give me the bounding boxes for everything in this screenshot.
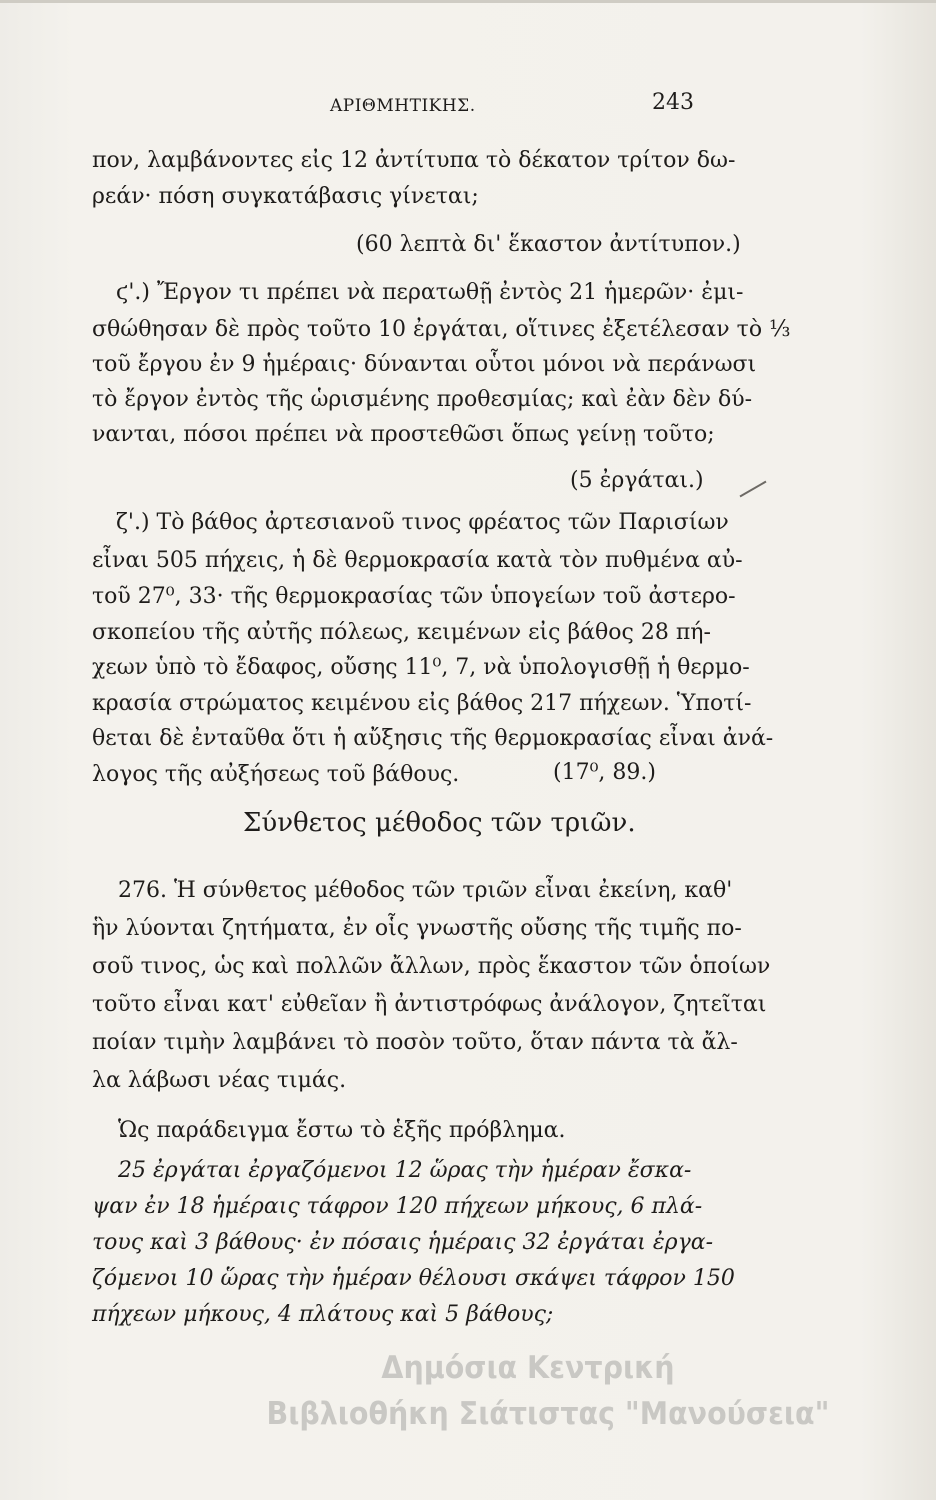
running-title: ΑΡΙΘΜΗΤΙΚΗΣ. xyxy=(330,96,476,116)
text-line: Ὡς παράδειγμα ἔστω τὸ ἑξῆς πρόβλημα. xyxy=(118,1118,566,1143)
text-line: πον, λαμβάνοντες εἰς 12 ἀντίτυπα τὸ δέκατον τρίτον δω- xyxy=(92,148,736,173)
margin-pencil-mark xyxy=(740,481,767,498)
text-line: θεται δὲ ἐνταῦθα ὅτι ἡ αὔξησις τῆς θερμοκρασίας εἶναι ἀνά- xyxy=(92,726,774,751)
text-line: σκοπείου τῆς αὐτῆς πόλεως, κειμένων εἰς βάθος 28 πή- xyxy=(92,620,711,645)
library-watermark-line2: Βιβλιοθήκη Σιάτιστας "Μανούσεια" xyxy=(266,1396,830,1432)
answer-line: (17⁰, 89.) xyxy=(553,760,656,785)
answer-line: (60 λεπτὰ δι' ἕκαστον ἀντίτυπον.) xyxy=(356,232,741,257)
problem-line: τους καὶ 3 βάθους· ἐν πόσαις ἡμέραις 32 ἐργάται ἐργα- xyxy=(92,1230,714,1255)
text-line: νανται, πόσοι πρέπει νὰ προστεθῶσι ὅπως γείνῃ τοῦτο; xyxy=(92,422,715,447)
problem-line: ζόμενοι 10 ὥρας τὴν ἡμέραν θέλουσι σκάψει τάφρον 150 xyxy=(92,1266,735,1291)
text-line: σθώθησαν δὲ πρὸς τοῦτο 10 ἐργάται, οἵτινες ἐξετέλεσαν τὸ ⅓ xyxy=(92,317,791,342)
text-line: κρασία στρώματος κειμένου εἰς βάθος 217 πήχεων. Ὑποτί- xyxy=(92,691,752,716)
text-line: ποίαν τιμὴν λαμβάνει τὸ ποσὸν τοῦτο, ὅταν πάντα τὰ ἄλ- xyxy=(92,1030,738,1055)
text-line: τοῦτο εἶναι κατ' εὐθεῖαν ἢ ἀντιστρόφως ἀνάλογον, ζητεῖται xyxy=(92,992,767,1017)
problem-line: πήχεων μήκους, 4 πλάτους καὶ 5 βάθους; xyxy=(92,1302,554,1327)
library-watermark-line1: Δημόσια Κεντρική xyxy=(381,1350,675,1386)
page-number: 243 xyxy=(652,90,694,115)
text-line: 276. Ἡ σύνθετος μέθοδος τῶν τριῶν εἶναι ἐκείνη, καθ' xyxy=(118,878,733,903)
problem-line: ψαν ἐν 18 ἡμέραις τάφρον 120 πήχεων μήκους, 6 πλά- xyxy=(92,1194,703,1219)
text-line: ϛ'.) Ἔργον τι πρέπει νὰ περατωθῇ ἐντὸς 21 ἡμερῶν· ἐμι- xyxy=(116,280,744,305)
text-line: ρεάν· πόση συγκατάβασις γίνεται; xyxy=(92,184,479,209)
text-line: τοῦ 27⁰, 33· τῆς θερμοκρασίας τῶν ὑπογείων τοῦ ἀστερο- xyxy=(92,584,736,609)
text-line: εἶναι 505 πήχεις, ἡ δὲ θερμοκρασία κατὰ τὸν πυθμένα αὐ- xyxy=(92,548,743,573)
answer-line: (5 ἐργάται.) xyxy=(570,468,704,493)
section-heading: Σύνθετος μέθοδος τῶν τριῶν. xyxy=(243,808,636,838)
text-line: χεων ὑπὸ τὸ ἔδαφος, οὔσης 11⁰, 7, νὰ ὑπολογισθῇ ἡ θερμο- xyxy=(92,655,750,680)
text-line: ἣν λύονται ζητήματα, ἐν οἷς γνωστῆς οὔσης τῆς τιμῆς πο- xyxy=(92,916,742,941)
page-top-edge xyxy=(0,0,936,3)
text-line: λα λάβωσι νέας τιμάς. xyxy=(92,1068,347,1093)
problem-line: 25 ἐργάται ἐργαζόμενοι 12 ὥρας τὴν ἡμέραν ἔσκα- xyxy=(118,1158,692,1183)
text-line: λογος τῆς αὐξήσεως τοῦ βάθους. xyxy=(92,762,460,787)
text-line: σοῦ τινος, ὡς καὶ πολλῶν ἄλλων, πρὸς ἕκαστον τῶν ὁποίων xyxy=(92,954,771,979)
text-line: τοῦ ἔργου ἐν 9 ἡμέραις· δύνανται οὗτοι μόνοι νὰ περάνωσι xyxy=(92,352,757,377)
text-line: τὸ ἔργον ἐντὸς τῆς ὡρισμένης προθεσμίας; καὶ ἐὰν δὲν δύ- xyxy=(92,387,753,412)
text-line: ζ'.) Τὸ βάθος ἀρτεσιανοῦ τινος φρέατος τῶν Παρισίων xyxy=(116,510,729,535)
